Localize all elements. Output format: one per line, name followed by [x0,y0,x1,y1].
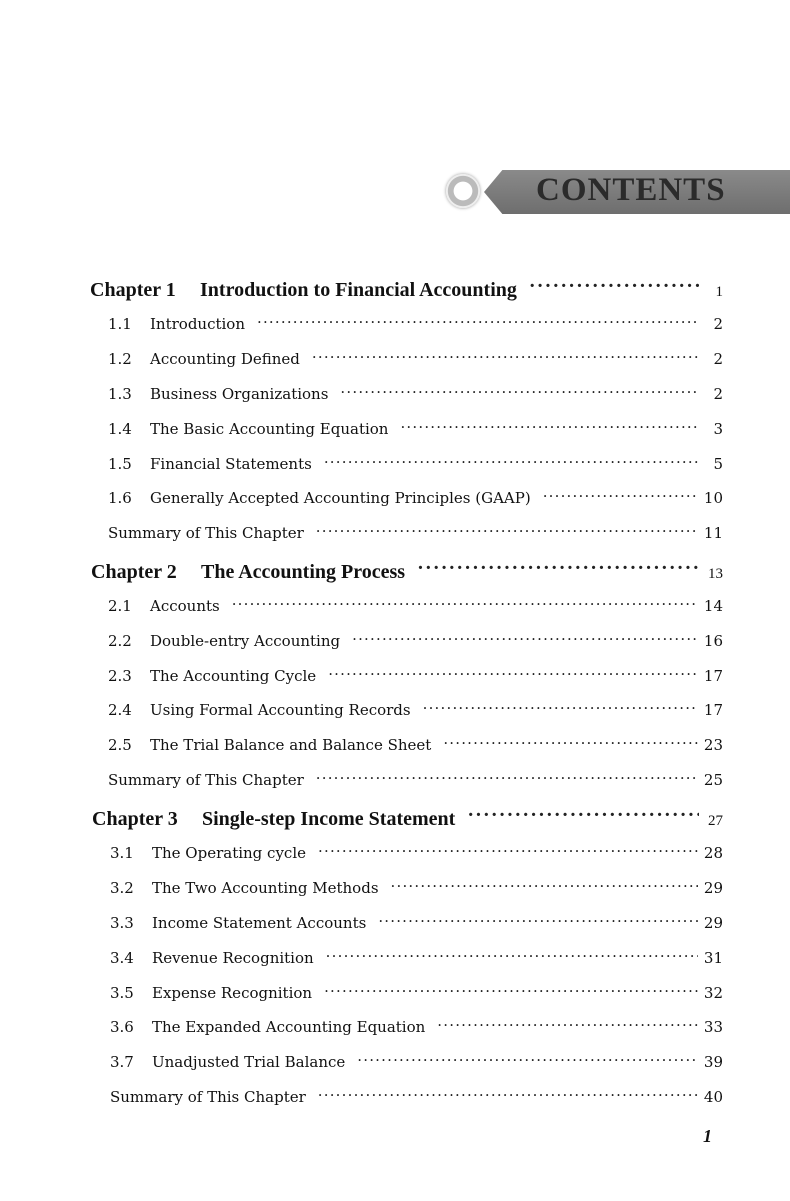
entry-page-number: 17 [703,701,723,719]
entry-title: The Trial Balance and Balance Sheet [150,736,432,754]
section-number: 1.2 [108,350,132,368]
section-number: 3.5 [110,984,134,1002]
dot-leader [357,1052,698,1067]
section-number: 1.4 [108,420,132,438]
entry-page-number: 2 [713,385,723,403]
chapter-number: Chapter 1 [90,279,176,301]
dot-leader [312,349,699,364]
entry-title: The Expanded Accounting Equation [152,1018,426,1036]
entry-title: Introduction [150,315,245,333]
entry-title: The Basic Accounting Equation [150,420,389,438]
entry-title: The Operating cycle [152,844,307,862]
entry-title: Summary of This Chapter [110,1088,306,1106]
entry-title: Income Statement Accounts [152,914,367,932]
toc-chapter-row[interactable] [91,558,723,584]
toc-section-row[interactable] [110,983,723,1002]
section-number: 3.2 [110,879,134,897]
dot-leader [318,1087,698,1102]
chapter-title: Introduction to Financial Accounting [200,279,517,301]
entry-title: Generally Accepted Accounting Principles (GAAP) [150,489,531,507]
entry-page-number: 39 [703,1053,723,1071]
page-number: 1 [703,1126,712,1146]
toc-chapter-row[interactable] [92,805,723,831]
section-number: 1.3 [108,385,132,403]
toc-section-row[interactable] [108,419,723,438]
entry-page-number: 17 [703,667,723,685]
entry-page-number: 16 [703,632,723,650]
contents-header [440,166,790,216]
ring-ornament-icon [446,174,480,208]
entry-title: Using Formal Accounting Records [150,701,411,719]
chapter-number: Chapter 3 [92,808,178,830]
entry-title: Expense Recognition [152,984,313,1002]
entry-title: Accounting Defined [150,350,300,368]
entry-page-number: 14 [703,597,723,615]
entry-page-number: 33 [703,1018,723,1036]
section-number: 1.5 [108,455,132,473]
toc-section-row[interactable] [108,454,723,473]
entry-page-number: 29 [703,879,723,897]
toc-section-row[interactable] [108,735,723,754]
section-number: 3.1 [110,844,134,862]
entry-page-number: 10 [703,489,723,507]
entry-page-number: 28 [703,844,723,862]
entry-title: Revenue Recognition [152,949,314,967]
dot-leader [340,384,699,399]
section-number: 2.3 [108,667,132,685]
section-number: 3.3 [110,914,134,932]
entry-title: Business Organizations [150,385,329,403]
entry-page-number: 25 [703,771,723,789]
dot-leader [437,1017,698,1032]
toc-section-row[interactable] [108,349,723,368]
toc-chapter-row[interactable] [90,276,723,302]
dot-leader [316,523,698,538]
dot-leader [352,631,698,646]
dot-leader [400,419,699,434]
entry-title: Summary of This Chapter [108,524,304,542]
entry-page-number: 5 [713,455,723,473]
toc-section-row[interactable] [108,631,723,650]
chapter-title: The Accounting Process [201,561,406,583]
section-number: 2.2 [108,632,132,650]
toc-section-row[interactable] [110,913,723,932]
entry-page-number: 2 [713,350,723,368]
toc-section-row[interactable] [110,1017,723,1036]
section-number: 3.4 [110,949,134,967]
entry-title: Double-entry Accounting [150,632,341,650]
toc-summary-row[interactable] [108,770,723,789]
chapter-number: Chapter 2 [91,561,177,583]
entry-title: The Accounting Cycle [150,667,317,685]
dot-leader [257,314,699,329]
dot-leader [529,276,699,296]
dot-leader [316,770,698,785]
dot-leader [378,913,698,928]
entry-page-number: 2 [713,315,723,333]
dot-leader [324,454,699,469]
toc-summary-row[interactable] [110,1087,723,1106]
entry-page-number: 1 [715,284,723,300]
entry-page-number: 32 [703,984,723,1002]
contents-title: CONTENTS [536,172,726,208]
toc-section-row[interactable] [108,666,723,685]
dot-leader [324,983,698,998]
toc-section-row[interactable] [110,948,723,967]
entry-page-number: 13 [708,566,723,582]
section-number: 3.7 [110,1053,134,1071]
toc-section-row[interactable] [108,488,723,507]
dot-leader [318,843,698,858]
dot-leader [326,948,698,963]
section-number: 2.4 [108,701,132,719]
section-number: 1.1 [108,315,132,333]
dot-leader [391,878,698,893]
toc-section-row[interactable] [108,314,723,333]
entry-page-number: 31 [703,949,723,967]
entry-page-number: 23 [703,736,723,754]
dot-leader [423,700,698,715]
section-number: 1.6 [108,489,132,507]
dot-leader [328,666,698,681]
dot-leader [232,596,698,611]
entry-title: Accounts [150,597,220,615]
entry-title: Financial Statements [150,455,312,473]
entry-page-number: 29 [703,914,723,932]
toc-section-row[interactable] [110,1052,723,1071]
dot-leader [467,805,699,825]
dot-leader [543,488,698,503]
toc-section-row[interactable] [110,843,723,862]
toc-section-row[interactable] [110,878,723,897]
entry-page-number: 11 [703,524,723,542]
dot-leader [417,558,699,578]
entry-page-number: 3 [713,420,723,438]
entry-title: The Two Accounting Methods [152,879,379,897]
toc-section-row[interactable] [108,700,723,719]
toc-section-row[interactable] [108,384,723,403]
chapter-title: Single-step Income Statement [202,808,456,830]
entry-title: Unadjusted Trial Balance [152,1053,346,1071]
section-number: 2.1 [108,597,132,615]
entry-page-number: 40 [703,1088,723,1106]
section-number: 3.6 [110,1018,134,1036]
dot-leader [443,735,698,750]
toc-summary-row[interactable] [108,523,723,542]
section-number: 2.5 [108,736,132,754]
entry-page-number: 27 [708,813,723,829]
toc-section-row[interactable] [108,596,723,615]
entry-title: Summary of This Chapter [108,771,304,789]
